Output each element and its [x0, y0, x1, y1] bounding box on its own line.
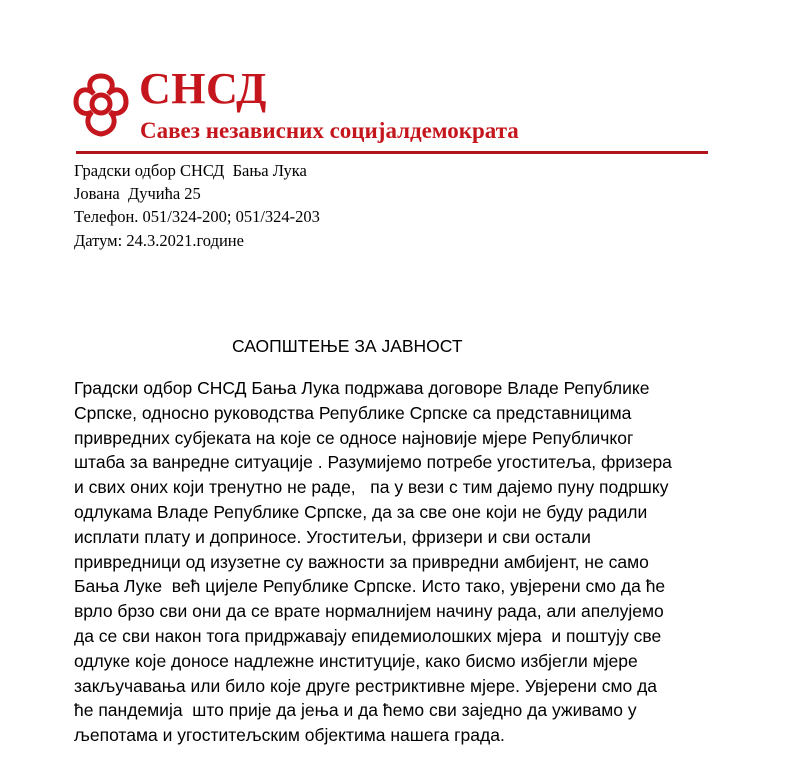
body-line: исплати плату и доприносе. Угоститељи, фризери и сви остали	[74, 526, 591, 547]
header-divider	[76, 151, 708, 154]
sender-phone-line: Телефон. 051/324-200; 051/324-203	[74, 207, 320, 227]
body-line: љепотама и угоститељским објектима нашега града.	[74, 725, 505, 746]
body-line: и свих оних који тренутно не раде, па у вези с тим дајемо пуну подршку	[74, 477, 669, 498]
body-line: Бања Луке већ цијеле Републике Српске. Исто тако, увјерени смо да ће	[74, 576, 666, 597]
sender-street-line: Јована Дучића 25	[74, 184, 201, 204]
sender-date-line: Датум: 24.3.2021.године	[74, 230, 244, 250]
body-line: закључавања или било које друге рестриктивне мјере. Увјерени смо да	[74, 675, 658, 696]
body-line: штаба за ванредне ситуације . Разумијемо потребе угоститеља, фризера	[74, 452, 672, 473]
sender-address-block	[74, 159, 320, 252]
body-line: ће пандемија што прије да јења и да ћемо сви заједно да уживамо у	[74, 700, 637, 721]
body-line: да се сви након тога придржавају епидемиолошких мјера и поштују све	[74, 625, 662, 646]
body-line: привредних субјеката на које се односе најновије мјере Републичког	[74, 427, 634, 448]
body-line: привредници од изузетне су важности за привредни амбијент, не само	[74, 551, 649, 572]
body-line: Градски одбор СНСД Бања Лука подржава договоре Владе Републике	[74, 378, 650, 398]
brand-full-name: Савез независних социјалдемократа	[140, 118, 519, 143]
body-line: врло брзо сви они да се врате нормалнијем начину рада, али апелујемо	[74, 601, 664, 622]
body-line: одлукама Владе Републике Српске, да за све оне који не буду радили	[74, 501, 648, 522]
document-body	[74, 376, 774, 748]
body-line: одлуке које доносе надлежне институције, како бисмо избјегли мјере	[74, 650, 638, 671]
party-logo-icon	[72, 72, 130, 138]
body-line: Српске, односно руководства Републике Српске са представницима	[74, 402, 632, 423]
brand-acronym: СНСД	[139, 64, 267, 113]
sender-office-line: Градски одбор СНСД Бања Лука	[74, 161, 307, 180]
document-title: САОПШТЕЊЕ ЗА ЈАВНОСТ	[232, 336, 463, 356]
